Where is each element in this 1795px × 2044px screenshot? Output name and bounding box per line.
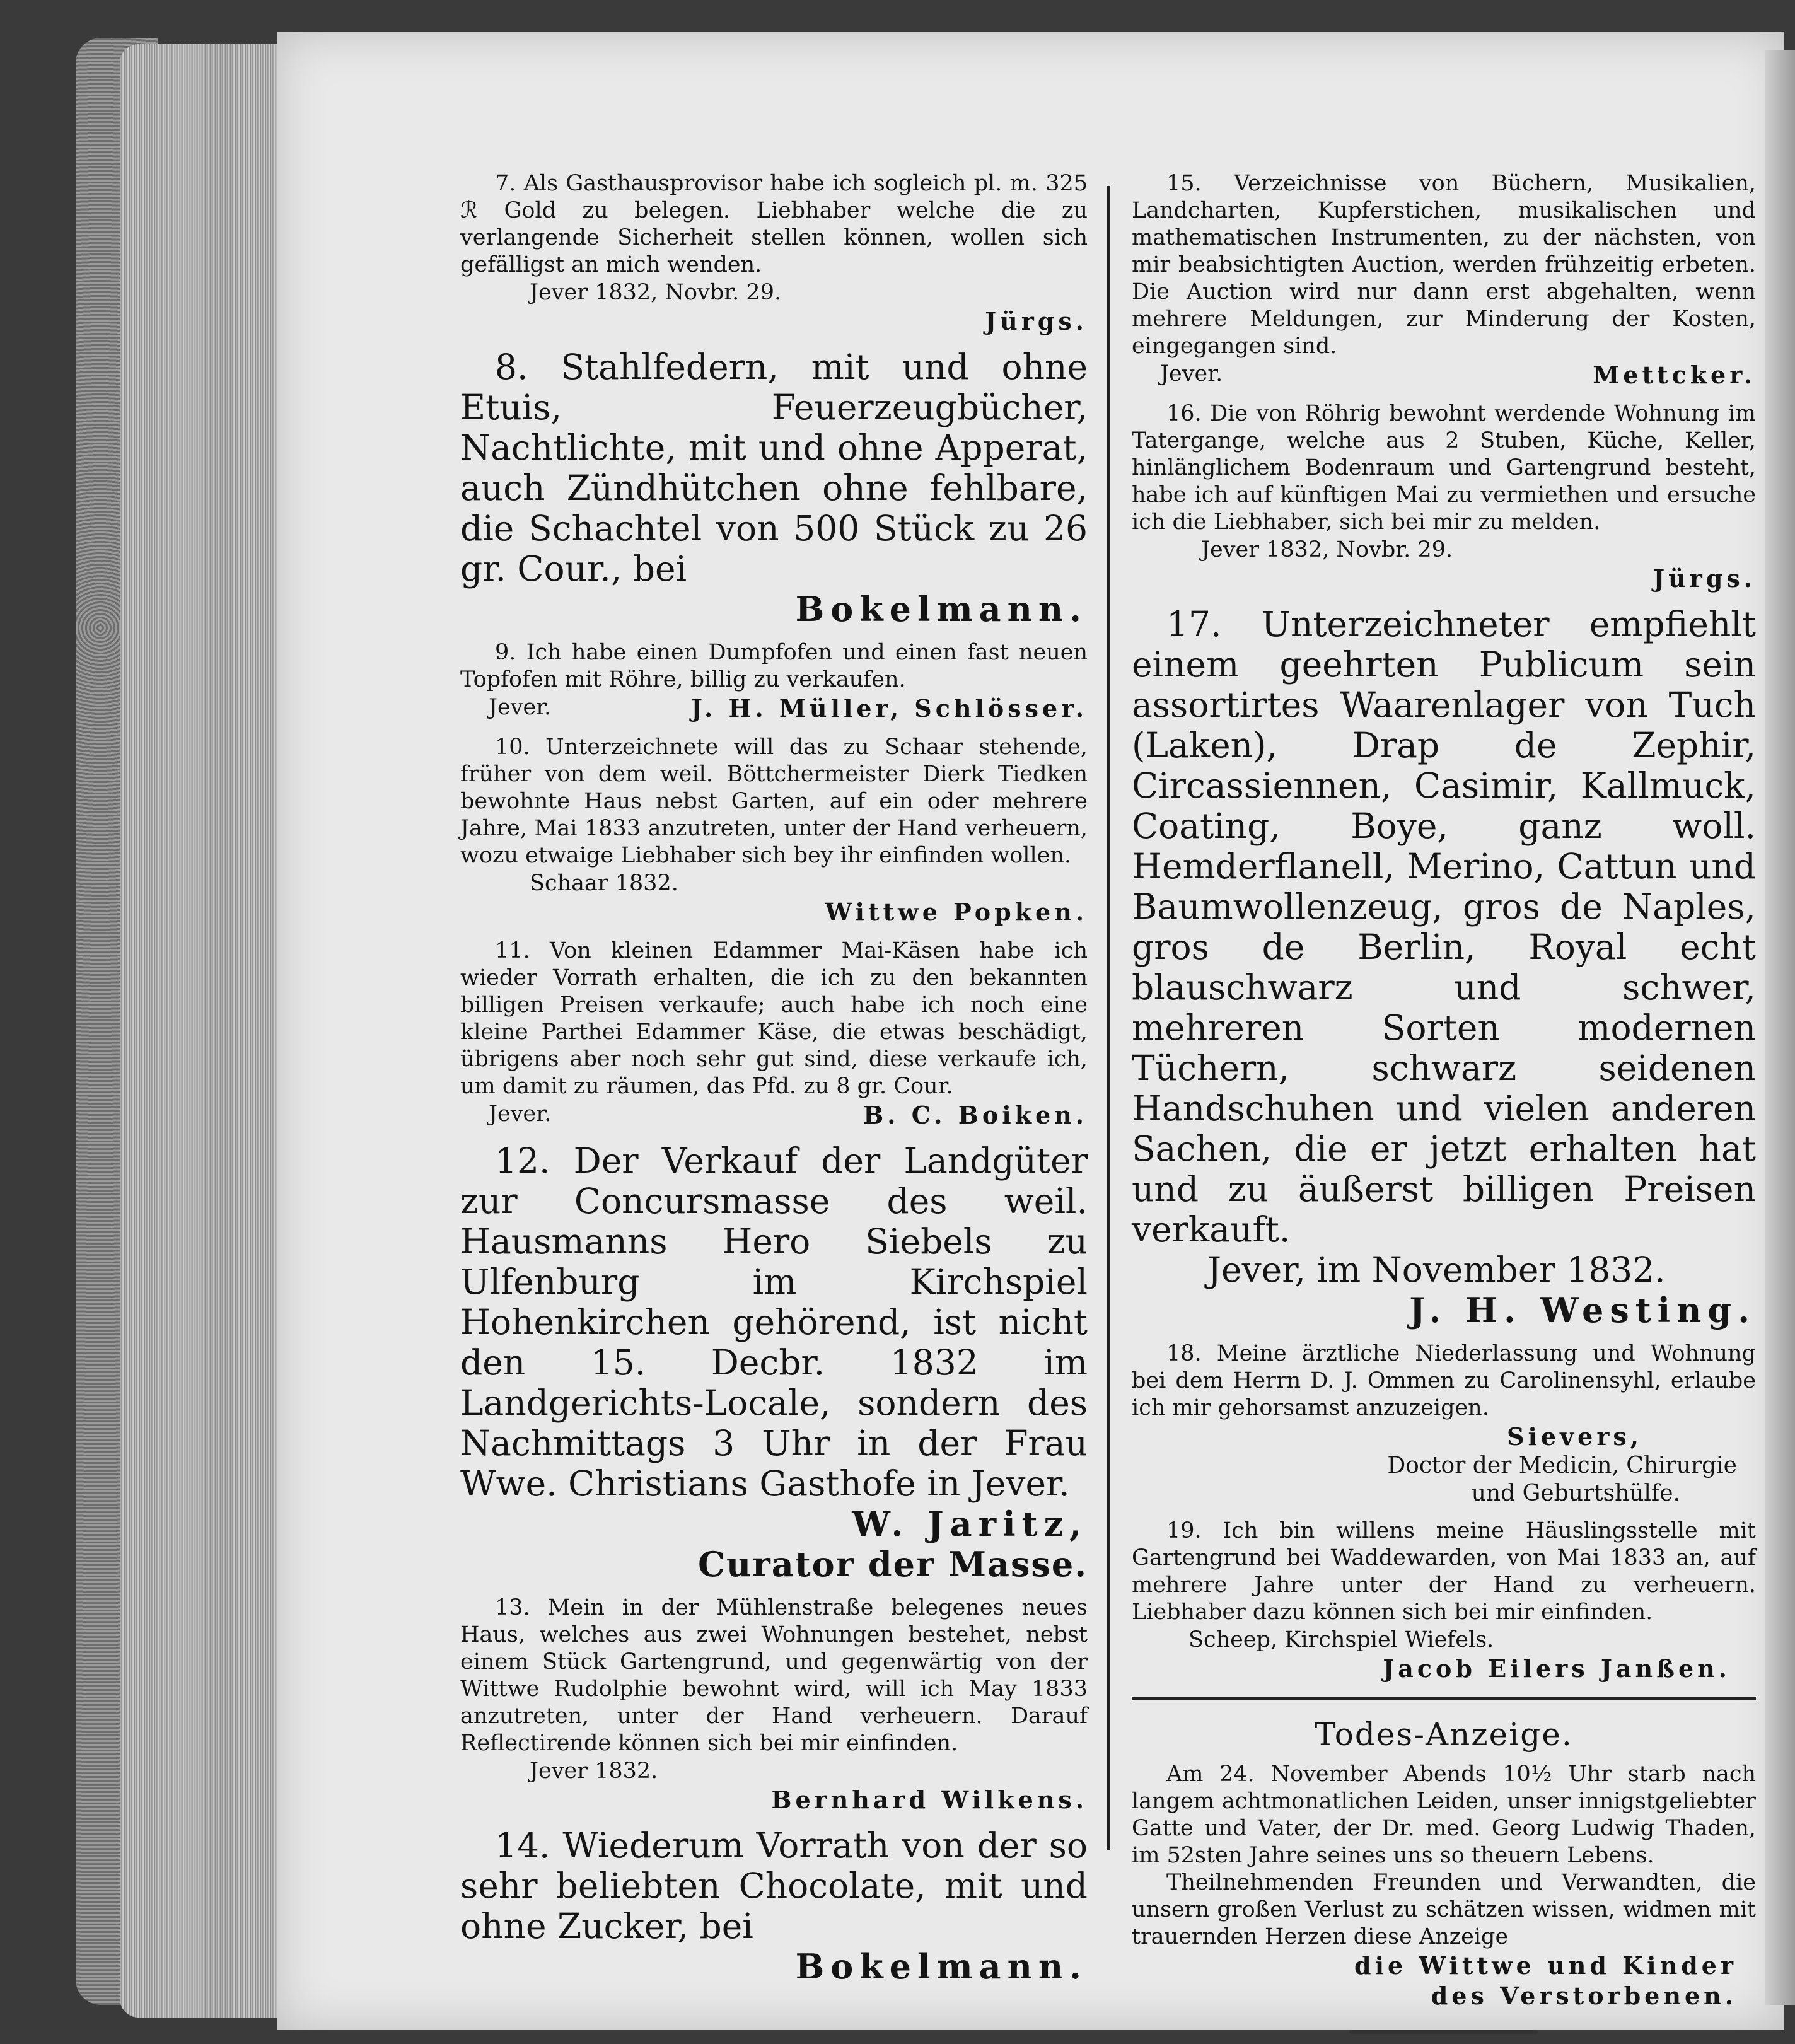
notice-10-signature: Wittwe Popken. xyxy=(825,898,1088,926)
notice-7-text: 7. Als Gasthausprovisor habe ich sogleich pl. m. 325 ℛ Gold zu belegen. Liebhaber welche die zu verlangende Sicherheit stellen können, wollen sich gefälligst an mich wenden. xyxy=(460,171,1088,277)
notice-14-text: 14. Wiederum Vorrath von der so sehr beliebten Chocolate, mit und ohne Zucker, bei xyxy=(460,1825,1088,1946)
notice-7-place: Jever 1832, Novbr. 29. xyxy=(530,280,782,305)
notice-9-text: 9. Ich habe einen Dumpfofen und einen fast neuen Topfofen mit Röhre, billig zu verkaufen. xyxy=(460,640,1088,692)
notice-11-place: Jever. xyxy=(489,1101,552,1127)
right-column xyxy=(1132,170,1756,2044)
notice-17-text: 17. Unterzeichneter empfiehlt einem geehrten Publicum sein assortirtes Waarenlager von Tuch (Laken), Drap de Zephir, Circassiennen, Casimir, Kallmuck, Coating, Boye, ganz woll. Hemderflanell, Merino, Cattun und Baumwollenzeug, gros de Naples, gros de Berlin, Royal echt blauschwarz und schwer, mehreren Sorten modernen Tüchern, schwarz seidenen Handschuhen und vielen anderen Sachen, die er jetzt erhalten hat und zu äußerst billigen Preisen verkauft. xyxy=(1132,604,1756,1250)
death-notice-signature-2: des Verstorbenen. xyxy=(1431,1982,1737,2010)
notice-14 xyxy=(460,1825,1088,1987)
notice-8-signature: Bokelmann. xyxy=(795,589,1088,629)
end-rule xyxy=(1349,2030,1538,2034)
notice-7 xyxy=(460,170,1088,337)
notice-11-text: 11. Von kleinen Edammer Mai-Käsen habe ich wieder Vorrath erhalten, die ich zu den bekannten billigen Preisen verkaufe; auch habe ich noch eine kleine Parthei Edammer Käse, die etwas beschädigt, übrigens aber noch sehr gut sind, diese verkaufe ich, um damit zu räumen, das Pfd. zu 8 gr. Cour. xyxy=(460,938,1088,1099)
notice-18-title-line1: Doctor der Medicin, Chirurgie xyxy=(1387,1453,1737,1478)
notice-15-signature: Mettcker. xyxy=(1593,361,1756,389)
left-column xyxy=(460,170,1088,1997)
notice-10-place: Schaar 1832. xyxy=(530,871,678,896)
death-notice-text-2: Theilnehmenden Freunden und Verwandten, die unsern großen Verlust zu schätzen wissen, widmen mit trauernden Herzen diese Anzeige xyxy=(1132,1870,1756,1949)
notice-15-footer xyxy=(1132,360,1756,390)
next-page-edge xyxy=(1765,50,1795,2005)
notice-11-signature: B. C. Boiken. xyxy=(863,1101,1088,1129)
notice-9-footer xyxy=(460,694,1088,724)
death-notice-text-1: Am 24. November Abends 10½ Uhr starb nach langem achtmonatlichen Leiden, unser innigstgeliebter Gatte und Vater, der Dr. med. Georg Ludwig Thaden, im 52sten Jahre seines uns so theuern Lebens. xyxy=(1132,1762,1756,1868)
death-notice xyxy=(1132,1716,1756,2034)
notice-8-text: 8. Stahlfedern, mit und ohne Etuis, Feuerzeugbücher, Nachtlichte, mit und ohne Apperat, auch Zündhütchen ohne fehlbare, die Schachtel von 500 Stück zu 26 gr. Cour., bei xyxy=(460,347,1088,589)
notice-10 xyxy=(460,734,1088,927)
notice-16-place: Jever 1832, Novbr. 29. xyxy=(1201,537,1453,562)
notice-16 xyxy=(1132,400,1756,594)
notice-17 xyxy=(1132,604,1756,1330)
notice-17-signature: J. H. Westing. xyxy=(1409,1290,1756,1330)
notice-13-signature: Bernhard Wilkens. xyxy=(771,1786,1088,1814)
notice-9-signature: J. H. Müller, Schlösser. xyxy=(690,694,1088,723)
death-notice-heading: Todes-Anzeige. xyxy=(1315,1716,1573,1753)
notice-19 xyxy=(1132,1518,1756,1684)
notice-18-signature: Sievers, xyxy=(1507,1422,1642,1451)
notice-15-place: Jever. xyxy=(1160,361,1223,386)
notice-12-text: 12. Der Verkauf der Landgüter zur Concursmasse des weil. Hausmanns Hero Siebels zu Ulfenburg im Kirchspiel Hohenkirchen gehörend, ist nicht den 15. Decbr. 1832 im Landgerichts-Locale, sondern des Nachmittags 3 Uhr in der Frau Wwe. Christians Gasthofe in Jever. xyxy=(460,1141,1088,1504)
notice-15 xyxy=(1132,170,1756,390)
notice-13-place: Jever 1832. xyxy=(530,1758,658,1784)
notice-17-place: Jever, im November 1832. xyxy=(1207,1250,1666,1290)
notice-8 xyxy=(460,347,1088,629)
notice-16-signature: Jürgs. xyxy=(1653,564,1756,593)
notice-13-text: 13. Mein in der Mühlenstraße belegenes neues Haus, welches aus zwei Wohnungen bestehet, nebst einem Stück Gartengrund, und gegenwärtig von der Wittwe Rudolphie bewohnt wird, will ich May 1833 anzutreten, unter der Hand verheuern. Darauf Reflectirende können sich bei mir einfinden. xyxy=(460,1595,1088,1756)
notice-11-footer xyxy=(460,1100,1088,1130)
notice-9 xyxy=(460,639,1088,724)
notice-13 xyxy=(460,1594,1088,1815)
notice-7-signature: Jürgs. xyxy=(985,307,1088,335)
notice-18 xyxy=(1132,1340,1756,1507)
notice-18-text: 18. Meine ärztliche Niederlassung und Wohnung bei dem Herrn D. J. Ommen zu Carolinensyhl, erlaube ich mir gehorsamst anzuzeigen. xyxy=(1132,1341,1756,1420)
notice-10-text: 10. Unterzeichnete will das zu Schaar stehende, früher von dem weil. Böttchermeister Dierk Tiedken bewohnte Haus nebst Garten, auf ein oder mehrere Jahre, Mai 1833 anzutreten, unter der Hand verheuern, wozu etwaige Liebhaber sich bey ihr einfinden wollen. xyxy=(460,735,1088,868)
notice-16-text: 16. Die von Röhrig bewohnt werdende Wohnung im Tatergange, welche aus 2 Stuben, Küche, Keller, hinlänglichem Bodenraum und Gartengrund besteht, habe ich auf künftigen Mai zu vermiethen und ersuche ich die Liebhaber, sich bei mir zu melden. xyxy=(1132,401,1756,535)
notice-12 xyxy=(460,1141,1088,1584)
section-rule xyxy=(1132,1697,1756,1700)
notice-19-place: Scheep, Kirchspiel Wiefels. xyxy=(1188,1627,1494,1652)
notice-11 xyxy=(460,938,1088,1130)
notice-14-signature: Bokelmann. xyxy=(795,1946,1088,1987)
notice-18-title-line2: und Geburtshülfe. xyxy=(1471,1480,1680,1506)
notice-12-signature: W. Jaritz, xyxy=(852,1504,1088,1544)
book-page-edges xyxy=(120,44,303,2018)
death-notice-signature-1: die Wittwe und Kinder xyxy=(1354,1951,1737,1980)
notice-19-signature: Jacob Eilers Janßen. xyxy=(1383,1654,1731,1683)
notice-12-signature-title: Curator der Masse. xyxy=(698,1544,1088,1584)
notice-19-text: 19. Ich bin willens meine Häuslingsstelle mit Gartengrund bei Waddewarden, von Mai 1833 an, auf mehrere Jahre unter der Hand zu verheuern. Liebhaber dazu können sich bei mir einfinden. xyxy=(1132,1518,1756,1625)
notice-9-place: Jever. xyxy=(489,695,552,720)
column-divider xyxy=(1107,186,1110,1850)
notice-15-text: 15. Verzeichnisse von Büchern, Musikalien, Landcharten, Kupferstichen, musikalischen und mathematischen Instrumenten, zu der nächsten, von mir beabsichtigten Auction, werden frühzeitig erbeten. Die Auction wird nur dann erst abgehalten, wenn mehrere Meldungen, zur Minderung der Kosten, eingegangen sind. xyxy=(1132,171,1756,359)
